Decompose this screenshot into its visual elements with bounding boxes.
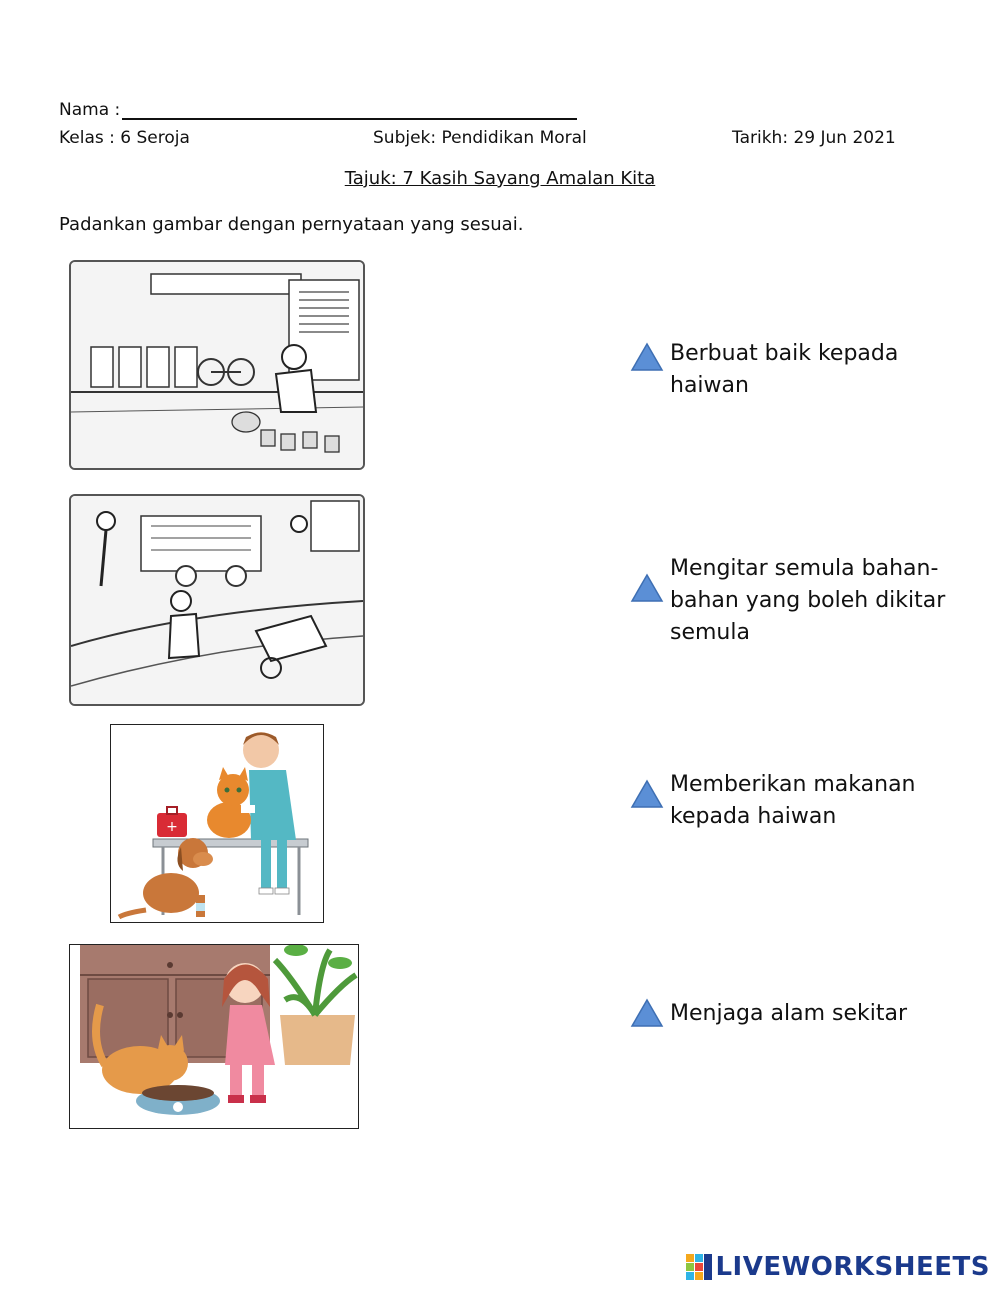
class-label: Kelas : 6 Seroja (59, 128, 190, 148)
date-label: Tarikh: 29 Jun 2021 (732, 128, 896, 148)
name-line (122, 118, 577, 120)
subject-label: Subjek: Pendidikan Moral (373, 128, 587, 148)
statement-text: Memberikan makanan kepada haiwan (670, 772, 916, 829)
feeding-illustration (70, 945, 358, 1128)
statement-text: Berbuat baik kepada haiwan (670, 341, 899, 398)
picture-cleaning (69, 494, 365, 706)
statement-2[interactable] (630, 553, 960, 649)
picture-vet-animals (110, 724, 324, 923)
name-label: Nama : (59, 100, 121, 120)
triangle-marker-icon[interactable] (630, 342, 664, 372)
vet-illustration (111, 725, 323, 922)
triangle-marker-icon[interactable] (630, 779, 664, 809)
statement-text: Mengitar semula bahan- bahan yang boleh dikitar semula (670, 556, 946, 645)
recycling-illustration (71, 262, 363, 468)
statement-3[interactable] (630, 769, 960, 833)
statement-4[interactable] (630, 998, 960, 1030)
picture-recycling (69, 260, 365, 470)
instruction-text: Padankan gambar dengan pernyataan yang sesuai. (59, 214, 524, 235)
page-title: Tajuk: 7 Kasih Sayang Amalan Kita (344, 168, 656, 189)
triangle-marker-icon[interactable] (630, 573, 664, 603)
liveworksheets-logo-icon (686, 1254, 712, 1280)
brand-text: LIVEWORKSHEETS (715, 1252, 990, 1282)
svg-text:+: + (166, 819, 178, 835)
picture-feeding-cat (69, 944, 359, 1129)
statement-text: Menjaga alam sekitar (670, 1001, 907, 1026)
triangle-marker-icon[interactable] (630, 998, 664, 1028)
liveworksheets-brand (686, 1252, 990, 1282)
statement-1[interactable] (630, 338, 960, 402)
cleaning-illustration (71, 496, 363, 704)
